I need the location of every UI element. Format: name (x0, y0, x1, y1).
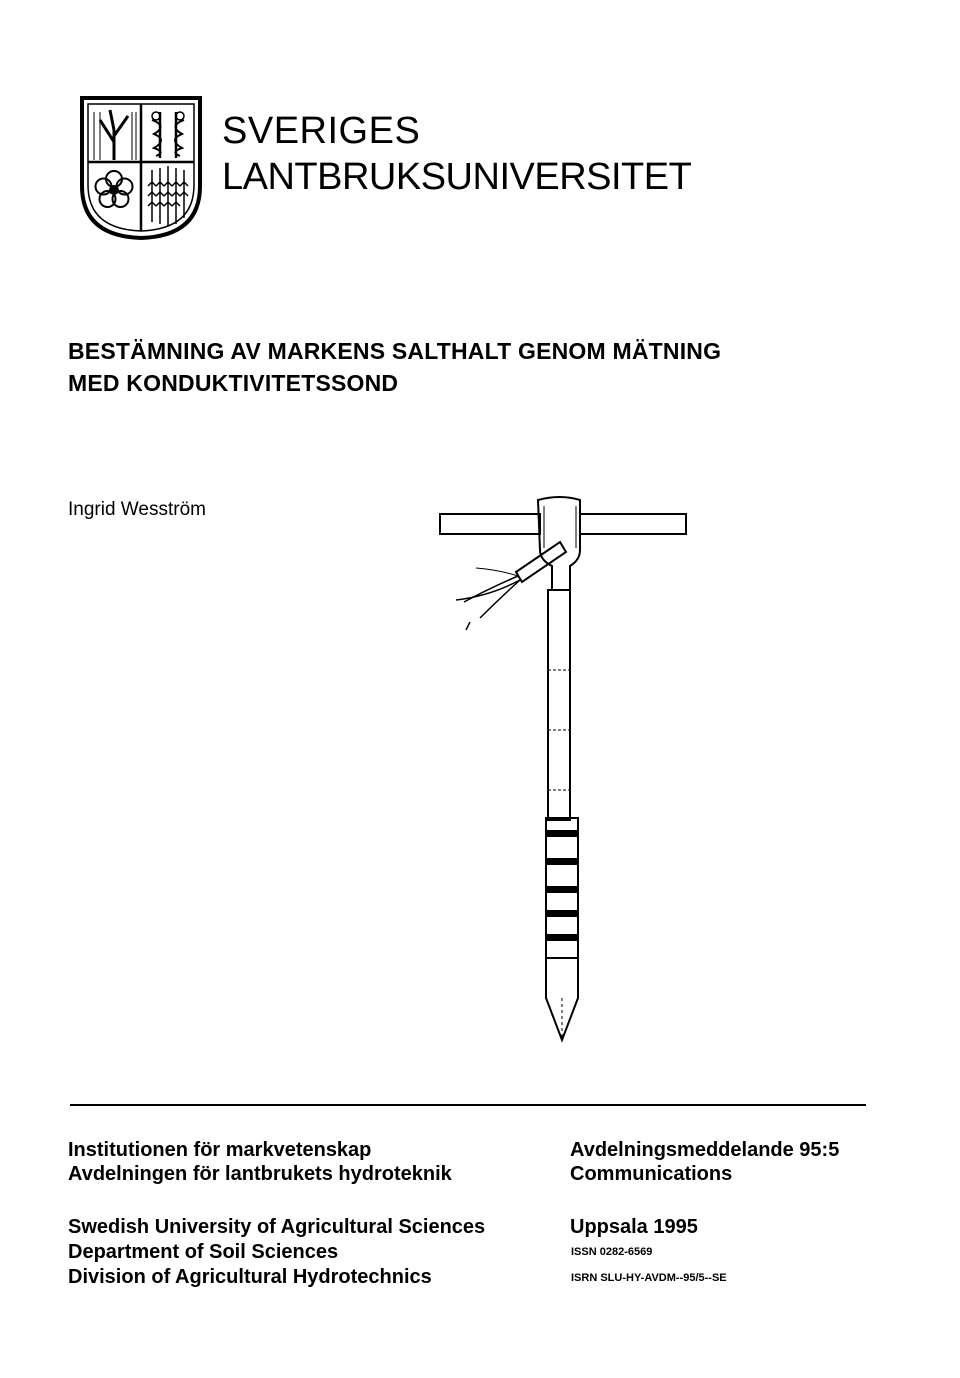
report-title-line1: BESTÄMNING AV MARKENS SALTHALT GENOM MÄTNING (68, 338, 722, 364)
isrn-number: ISRN SLU-HY-AVDM--95/5--SE (571, 1272, 727, 1284)
slu-crest-icon (76, 90, 206, 240)
conductivity-probe-icon (420, 490, 710, 1050)
series-english: Communications (570, 1163, 733, 1185)
department-english: Department of Soil Sciences (68, 1241, 339, 1263)
footer-rule (70, 1104, 866, 1106)
place-and-year: Uppsala 1995 (570, 1216, 698, 1238)
division-swedish: Avdelningen för lantbrukets hydroteknik (68, 1163, 452, 1185)
division-english: Division of Agricultural Hydrotechnics (68, 1266, 432, 1288)
author-name: Ingrid Wesström (68, 499, 206, 520)
issn-number: ISSN 0282-6569 (571, 1246, 653, 1258)
university-name-line2: LANTBRUKSUNIVERSITET (222, 156, 692, 198)
series-number: Avdelningsmeddelande 95:5 (570, 1139, 840, 1161)
university-english: Swedish University of Agricultural Sciences (68, 1216, 486, 1238)
university-name-line1: SVERIGES (222, 110, 421, 152)
institution-swedish: Institutionen för markvetenskap (68, 1139, 372, 1161)
report-title-line2: MED KONDUKTIVITETSSOND (68, 370, 399, 396)
